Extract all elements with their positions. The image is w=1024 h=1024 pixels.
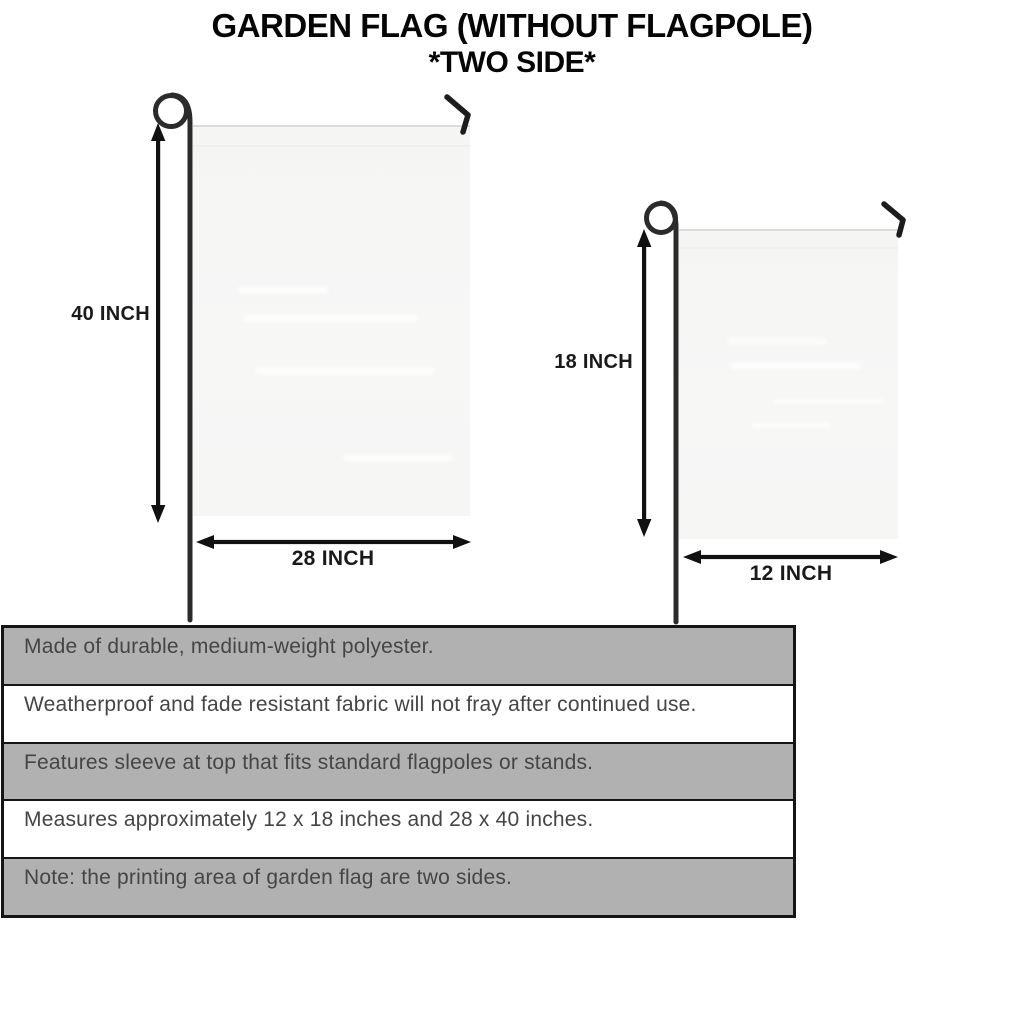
spec-row-weatherproof: Weatherproof and fade resistant fabric will not fray after continued use. bbox=[4, 686, 793, 744]
fabric-fold-highlight bbox=[751, 423, 831, 428]
large-flag-sleeve-seam bbox=[193, 145, 470, 147]
large-height-arrow-icon bbox=[151, 123, 165, 523]
fabric-fold-highlight bbox=[238, 287, 328, 293]
spec-table bbox=[1, 625, 796, 918]
fabric-fold-highlight bbox=[255, 367, 435, 374]
small-flag-sleeve-seam bbox=[679, 247, 898, 249]
small-flag-height-label: 18 INCH bbox=[554, 351, 633, 373]
large-flag-fabric bbox=[193, 125, 470, 516]
small-flag-fabric bbox=[679, 229, 898, 539]
page-title bbox=[0, 6, 1024, 80]
fabric-fold-highlight bbox=[343, 455, 453, 461]
fabric-fold-highlight bbox=[727, 339, 827, 344]
title-line-1: GARDEN FLAG (WITHOUT FLAGPOLE) bbox=[211, 7, 813, 44]
large-flag-pole-icon bbox=[156, 95, 191, 620]
fabric-fold-highlight bbox=[774, 399, 884, 404]
large-flag-height-label: 40 INCH bbox=[71, 303, 150, 325]
large-flag-width-label: 28 INCH bbox=[291, 547, 375, 570]
small-flag-width-label: 12 INCH bbox=[749, 562, 833, 585]
fabric-fold-highlight bbox=[243, 315, 418, 322]
spec-row-note: Note: the printing area of garden flag are two sides. bbox=[4, 859, 793, 915]
title-line-2: *TWO SIDE* bbox=[428, 46, 596, 79]
small-flag-pole-icon bbox=[647, 203, 677, 622]
fabric-fold-highlight bbox=[731, 363, 861, 369]
spec-row-material: Made of durable, medium-weight polyester. bbox=[4, 628, 793, 686]
small-height-arrow-icon bbox=[637, 229, 651, 537]
spec-row-measurements: Measures approximately 12 x 18 inches and 28 x 40 inches. bbox=[4, 801, 793, 859]
spec-row-sleeve: Features sleeve at top that fits standard flagpoles or stands. bbox=[4, 744, 793, 802]
